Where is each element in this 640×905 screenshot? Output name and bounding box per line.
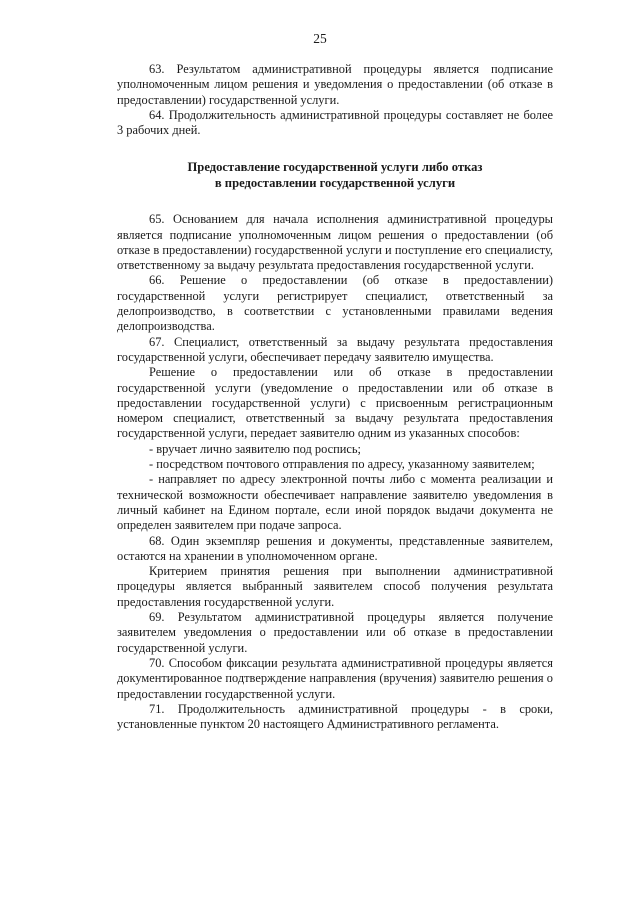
paragraph-70: 70. Способом фиксации результата административной процедуры является документированное подтверждение направления (вручения) заявителю решения о предоставлении государственной услуги. xyxy=(117,655,553,701)
paragraph-decision-criterion: Критерием принятия решения при выполнении административной процедуры является выбранный заявителем способ получения результата предоставления государственной услуги. xyxy=(117,564,553,609)
paragraph-65: 65. Основанием для начала исполнения административной процедуры является подписание уполномоченным лицом решения о предоставлении (об отказе в предоставлении) государственной услуги и поступление его специалисту, ответственному за выдачу результата предоставления государственной услуги. xyxy=(117,212,553,273)
paragraph-71: 71. Продолжительность административной процедуры - в сроки, установленные пунктом 20 настоящего Административного регламента. xyxy=(117,701,553,732)
paragraph-67: 67. Специалист, ответственный за выдачу результата предоставления государственной услуги, обеспечивает передачу заявителю имущества. xyxy=(117,334,553,364)
list-item-in-person: - вручает лично заявителю под роспись; xyxy=(149,441,361,456)
paragraph-69: 69. Результатом административной процедуры является получение заявителем уведомления о предоставлении или об отказе в предоставлении государственной услуги. xyxy=(117,610,553,655)
section-heading-line-2: в предоставлении государственной услуги xyxy=(214,175,456,190)
paragraph-64: 64. Продолжительность административной процедуры составляет не более 3 рабочих дней. xyxy=(117,107,553,138)
page-number: 25 xyxy=(313,31,327,46)
paragraph-decision-delivery: Решение о предоставлении или об отказе в предоставлении государственной услуги (уведомление о предоставлении или об отказе в предоставлении государственной услуги) с присвоенным регистрационным номером специалист, ответственный за выдачу результата предоставления государственной услуги, передает заявителю одним из указанных способов: xyxy=(117,365,553,441)
document-body xyxy=(117,62,553,732)
list-item-by-post: - посредством почтового отправления по адресу, указанному заявителем; xyxy=(149,457,535,472)
list-item-by-email: - направляет по адресу электронной почты либо с момента реализации и технической возможности обеспечивает направление заявителю уведомления в личный кабинет на Едином портале, если иной порядок выдачи документа не определен заявителем при подаче запроса. xyxy=(117,472,553,533)
section-heading-line-1: Предоставление государственной услуги либо отказ xyxy=(187,160,483,175)
section-heading xyxy=(117,160,553,191)
paragraph-68: 68. Один экземпляр решения и документы, представленные заявителем, остаются на хранении в уполномоченном органе. xyxy=(117,533,553,563)
paragraph-66: 66. Решение о предоставлении (об отказе в предоставлении) государственной услуги регистрирует специалист, ответственный за делопроизводство, в соответствии с установленными правилами ведения делопроизводства. xyxy=(117,273,553,334)
paragraph-63: 63. Результатом административной процедуры является подписание уполномоченным лицом решения и уведомления о предоставлении (об отказе в предоставлении) государственной услуги. xyxy=(117,62,553,107)
